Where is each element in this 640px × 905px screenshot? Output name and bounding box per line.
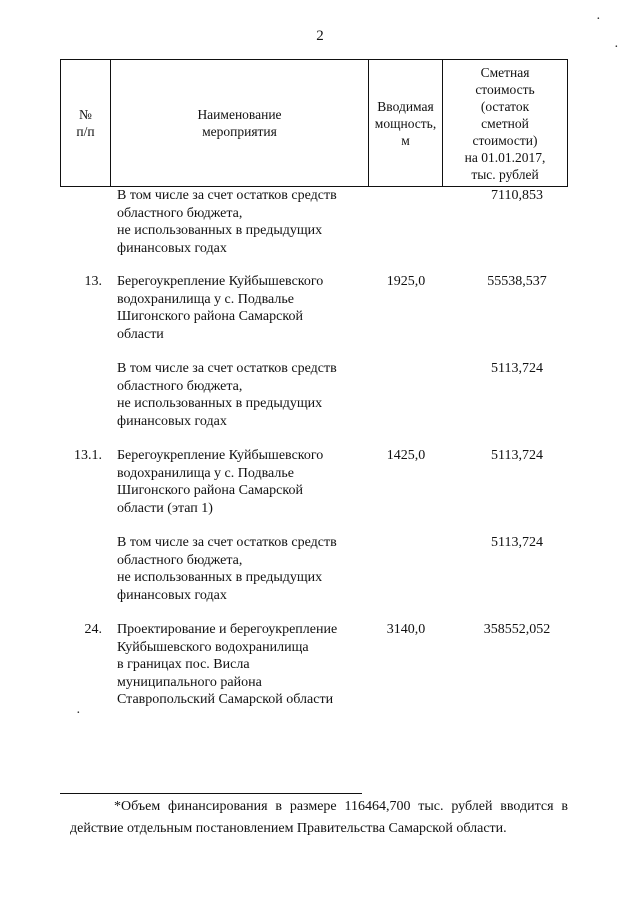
row-name: В том числе за счет остатков средств областного бюджета, не использованных в предыдущих финансовых годах — [117, 361, 337, 429]
row-cost: 5113,724 — [491, 361, 543, 376]
scan-mark: · — [596, 12, 601, 27]
header-number — [60, 60, 110, 186]
data-table — [60, 59, 568, 707]
row-power: 1425,0 — [386, 448, 426, 463]
header-cost-text: Сметная стоимость (остаток сметной стоимости) на 01.01.2017, тыс. рублей — [464, 64, 546, 182]
row-cost: 5113,724 — [491, 448, 543, 463]
header-number-text: № п/п — [76, 107, 95, 139]
footnote-separator — [60, 793, 362, 794]
header-power — [368, 60, 442, 186]
row-number: 13. — [84, 274, 102, 289]
row-cost: 358552,052 — [483, 622, 551, 637]
row-name: Проектирование и берегоукрепление Куйбышевского водохранилища в границах пос. Висла муниципального района Ставропольский Самарской области — [117, 622, 338, 707]
row-name: Берегоукрепление Куйбышевского водохранилища у с. Подвалье Шигонского района Самарской области — [117, 274, 324, 342]
footnote: *Объем финансирования в размере 116464,700 тыс. рублей вводится в действие отдельным постановлением Правительства Самарской области. — [70, 799, 568, 836]
table-header — [60, 59, 568, 187]
header-name-text: Наименование мероприятия — [197, 107, 282, 139]
row-number: 24. — [84, 622, 102, 637]
scan-mark: · — [76, 706, 81, 721]
row-cost: 7110,853 — [491, 188, 543, 203]
page-number: 2 — [316, 28, 324, 44]
row-name: В том числе за счет остатков средств областного бюджета, не использованных в предыдущих финансовых годах — [117, 535, 337, 603]
row-power: 1925,0 — [386, 274, 426, 289]
row-name: Берегоукрепление Куйбышевского водохранилища у с. Подвалье Шигонского района Самарской области (этап 1) — [117, 448, 324, 516]
scan-mark: · — [614, 40, 619, 55]
row-cost: 5113,724 — [491, 535, 543, 550]
header-cost — [442, 60, 568, 186]
header-power-text: Вводимая мощность, м — [374, 98, 437, 148]
row-name: В том числе за счет остатков средств областного бюджета, не использованных в предыдущих финансовых годах — [117, 188, 337, 256]
row-number: 13.1. — [74, 448, 102, 463]
row-power: 3140,0 — [386, 622, 426, 637]
row-cost: 55538,537 — [487, 274, 547, 289]
header-name — [110, 60, 368, 186]
